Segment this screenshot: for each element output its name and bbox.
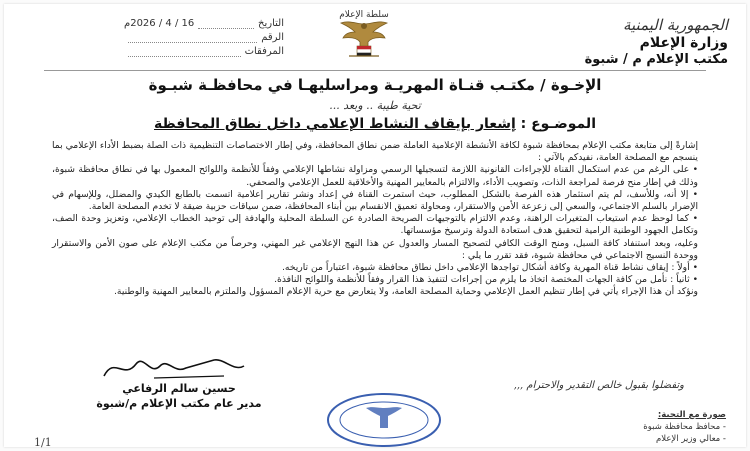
eagle-emblem bbox=[319, 10, 409, 62]
signatory-name: حسين سالم الرفاعي bbox=[122, 382, 236, 395]
signature-scribble bbox=[94, 346, 264, 386]
body-paragraph: وعليه، وبعد استنفاد كافة السبل، ومنح الوقت الكافي لتصحيح المسار والعدول عن هذا النهج الإعلامي غير المهني، وحرصاً من مكتب الإعلام على صون الأمن والاستقرار ووحدة النسيج الاجتماعي في محافظة شبوة، فقد تقرر ما يلي : bbox=[52, 237, 698, 261]
letterhead-right bbox=[528, 16, 728, 67]
copy-recipient: - محافظ محافظة شبوة bbox=[643, 422, 726, 432]
body-paragraph: • أولاً : إيقاف نشاط قناة المهرية وكافة أشكال تواجدها الإعلامي داخل نطاق محافظة شبوة، اعتباراً من تاريخه. bbox=[281, 262, 698, 274]
letter-body bbox=[52, 140, 698, 299]
body-paragraph: • كما لوحظ عدم استيعاب المتغيرات الراهنة، وعدم الالتزام بالتوجيهات الصريحة الصادرة عن السلطة المحلية والهادفة إلى توحيد الخطاب الإعلامي، وتعزيز وحدة الصف، وتكامل الجهود الوطنية الرامية لتحقيق هدف استعادة الدولة وترسيخ مؤسساتها. bbox=[52, 213, 698, 237]
greeting: تحية طيبة .. وبعد ... bbox=[329, 99, 421, 112]
letter-sheet bbox=[4, 4, 746, 447]
closing-line: وتفضلوا بقبول خالص التقدير والاحترام ,,, bbox=[513, 380, 684, 391]
subject-label: الموضـوع : bbox=[520, 116, 596, 132]
attach-label: المرفقات bbox=[244, 46, 284, 57]
signature-block bbox=[54, 376, 304, 410]
date-label: التاريخ bbox=[258, 18, 284, 29]
ref-row bbox=[124, 32, 284, 46]
body-paragraph: إشارةً إلى متابعة مكتب الإعلام بمحافظة شبوة لكافة الأنشطة الإعلامية العاملة ضمن نطاق المحافظة، وفي إطار الاختصاصات التنظيمية ذات الصلة بضبط الأداء الإعلامي بما ينسجم مع المصلحة العامة، نفيدكم بالآتي : bbox=[52, 140, 698, 164]
copies-block bbox=[526, 409, 726, 445]
emblem-title: سلطة الإعلام bbox=[339, 10, 389, 20]
addressee: الإخـوة / مكتـب قنـاة المهريـة ومراسليهـا في محافظـة شبـوة bbox=[148, 76, 602, 94]
date-value: 16 / 4 / 2026م bbox=[124, 18, 195, 29]
body-paragraph: ونؤكد أن هذا الإجراء يأتي في إطار تنظيم العمل الإعلامي وحماية المصلحة العامة، ولا يتعارض مع حرية الإعلام المسؤول والملتزم بالمعايير المهنية والوطنية. bbox=[114, 286, 698, 298]
office-name: مكتب الإعلام م / شبوة bbox=[584, 52, 728, 67]
ministry-name: وزارة الإعلام bbox=[639, 35, 728, 51]
copies-title: صورة مع التحية: bbox=[657, 410, 726, 420]
header-divider bbox=[44, 70, 706, 71]
country-name: الجمهورية اليمنية bbox=[622, 16, 728, 34]
subject-text: إشعار بإيقاف النشاط الإعلامي داخل نطاق المحافظة bbox=[153, 116, 516, 132]
copy-recipient: - معالي وزير الإعلام bbox=[656, 434, 726, 444]
signatory-position: مدير عام مكتب الإعلام م/شبوة bbox=[96, 397, 262, 410]
attach-row bbox=[124, 46, 284, 60]
subject-line bbox=[4, 116, 746, 132]
page-number: 1/1 bbox=[34, 436, 52, 449]
date-row bbox=[124, 18, 284, 32]
letterhead-left bbox=[124, 18, 284, 60]
body-paragraph: • على الرغم من عدم استكمال القناة للإجراءات القانونية اللازمة لتسجيلها الرسمي ومزاولة نشاطها الإعلامي وفقاً للأنظمة واللوائح المعمول بها في نطاق محافظة شبوة، وذلك في إطار منح فرصة لمراجعة الذات، وتصويب الأداء، والالتزام بالمعايير المهنية والأخلاقية للعمل الإعلامي والصحفي. bbox=[52, 164, 698, 188]
ref-label: الرقم bbox=[261, 32, 284, 43]
body-paragraph: • إلا أنه، وللأسف، لم يتم استثمار هذه الفرصة بالشكل المطلوب، حيث استمرت القناة في إعداد ونشر تقارير إعلامية اتسمت بالطابع الكيدي والمضلل، وللإسهام في الإضرار بالسلم الاجتماعي، والسعي إلى زعزعة الأمن والاستقرار، ومحاولة تعميق الانقسام بين أبناء المحافظة، ضمن سياقات حزبية ضيقة لا تخدم المصلحة العامة. bbox=[52, 188, 698, 213]
official-stamp-icon bbox=[324, 390, 444, 450]
body-paragraph: • ثانياً : نأمل من كافة الجهات المختصة اتخاذ ما يلزم من إجراءات لتنفيذ هذا القرار وفقاً للأنظمة واللوائح النافذة. bbox=[274, 274, 698, 286]
